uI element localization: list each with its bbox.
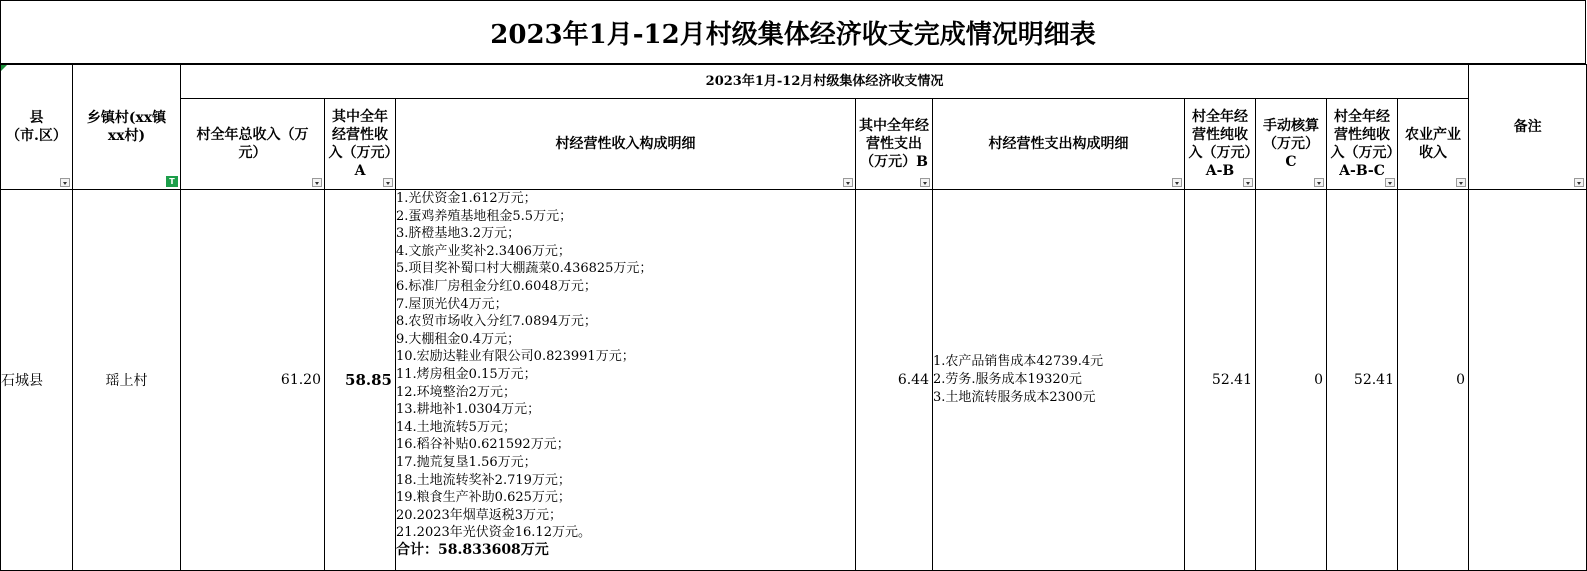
table-row (1, 190, 1587, 571)
header-operating-income-label: 其中全年经营性收入（万元）A (328, 109, 392, 180)
cell-income-detail[interactable] (396, 190, 856, 571)
income-item: 1.光伏资金1.612万元； (396, 191, 537, 206)
header-village (73, 65, 181, 190)
income-item: 14.土地流转5万元； (396, 419, 516, 435)
header-remark (1469, 65, 1587, 190)
header-expense-detail-label: 村经营性支出构成明细 (988, 136, 1129, 153)
header-net-income-label: 村全年经营性纯收入（万元）A-B (1188, 109, 1252, 180)
income-item: 12.环境整治2万元； (396, 384, 516, 400)
income-item: 2.蛋鸡养殖基地租金5.5万元； (396, 208, 573, 224)
cell-agri-income[interactable]: 0 (1398, 190, 1469, 571)
header-county (1, 65, 73, 190)
expense-item: 3.土地流转服务成本2300元 (933, 390, 1096, 405)
header-manual-label: 手动核算（万元）C (1263, 118, 1319, 171)
filter-dropdown-icon[interactable] (920, 178, 930, 187)
expense-item: 2.劳务.服务成本19320元 (933, 372, 1082, 387)
income-item: 3.脐橙基地3.2万元； (396, 226, 521, 242)
header-net-income (1185, 99, 1256, 190)
cell-village[interactable]: 瑶上村 (73, 190, 181, 571)
header-agri-income-label: 农业产业收入 (1405, 127, 1462, 162)
comment-marker-icon (1, 65, 7, 71)
header-remark-label: 备注 (1513, 119, 1542, 135)
income-table (0, 64, 1587, 571)
filter-dropdown-icon[interactable] (383, 178, 393, 187)
income-items-list (396, 190, 855, 542)
income-item: 5.项目奖补蜀口村大棚蔬菜0.436825万元； (396, 261, 653, 277)
text-filter-icon[interactable]: T (166, 176, 178, 187)
header-income-detail (396, 99, 856, 190)
filter-dropdown-icon[interactable] (1243, 178, 1253, 187)
income-item: 19.粮食生产补助0.625万元； (396, 490, 571, 506)
expense-items-list (933, 353, 1184, 407)
filter-dropdown-icon[interactable] (1574, 178, 1584, 187)
header-expense-detail (933, 99, 1185, 190)
income-item: 10.宏励达鞋业有限公司0.823991万元； (396, 349, 635, 365)
header-operating-expense (856, 99, 933, 190)
income-item: 21.2023年光伏资金16.12万元。 (396, 525, 591, 541)
income-item: 18.土地流转奖补2.719万元； (396, 472, 571, 488)
cell-remark[interactable] (1469, 190, 1587, 571)
filter-dropdown-icon[interactable] (312, 178, 322, 187)
header-net-income-c (1327, 99, 1398, 190)
filter-dropdown-icon[interactable] (60, 178, 70, 187)
header-total-income (181, 99, 325, 190)
income-item: 17.抛荒复垦1.56万元； (396, 454, 537, 470)
header-operating-income (325, 99, 396, 190)
header-total-income-label: 村全年总收入（万元） (196, 127, 309, 162)
header-county-label: 县 （市.区） (6, 110, 67, 144)
header-group: 2023年1月-12月村级集体经济收支情况 (181, 65, 1469, 99)
income-total: 合计：58.833608万元 (396, 541, 549, 558)
income-item: 6.标准厂房租金分红0.6048万元； (396, 278, 597, 294)
income-item: 9.大棚租金0.4万元； (396, 331, 521, 347)
expense-item: 1.农产品销售成本42739.4元 (933, 354, 1104, 369)
header-agri-income (1398, 99, 1469, 190)
filter-dropdown-icon[interactable] (843, 178, 853, 187)
income-item: 4.文旅产业奖补2.3406万元； (396, 243, 571, 259)
header-income-detail-label: 村经营性收入构成明细 (555, 136, 696, 153)
header-village-label: 乡镇村(xx镇 xx村) (86, 110, 167, 144)
header-operating-expense-label: 其中全年经营性支出（万元）B (859, 118, 929, 171)
income-item: 8.农贸市场收入分红7.0894万元； (396, 314, 597, 330)
cell-net-income[interactable]: 52.41 (1185, 190, 1256, 571)
cell-operating-expense[interactable]: 6.44 (856, 190, 933, 571)
income-item: 13.耕地补1.0304万元； (396, 402, 541, 418)
filter-dropdown-icon[interactable] (1314, 178, 1324, 187)
cell-total-income[interactable]: 61.20 (181, 190, 325, 571)
cell-county[interactable]: 石城县 (1, 190, 73, 571)
cell-expense-detail[interactable] (933, 190, 1185, 571)
income-item: 7.屋顶光伏4万元； (396, 296, 508, 312)
filter-dropdown-icon[interactable] (1385, 178, 1395, 187)
income-item: 11.烤房租金0.15万元； (396, 366, 537, 382)
cell-operating-income[interactable]: 58.85 (325, 190, 396, 571)
header-net-income-c-label: 村全年经营性纯收入（万元）A-B-C (1330, 109, 1394, 180)
sheet-title: 2023年1月-12月村级集体经济收支完成情况明细表 (0, 0, 1586, 64)
income-item: 16.稻谷补贴0.621592万元； (396, 437, 570, 453)
filter-dropdown-icon[interactable] (1172, 178, 1182, 187)
header-manual (1256, 99, 1327, 190)
cell-manual[interactable]: 0 (1256, 190, 1327, 571)
filter-dropdown-icon[interactable] (1456, 178, 1466, 187)
cell-net-income-c[interactable]: 52.41 (1327, 190, 1398, 571)
income-item: 20.2023年烟草返税3万元； (396, 507, 563, 523)
